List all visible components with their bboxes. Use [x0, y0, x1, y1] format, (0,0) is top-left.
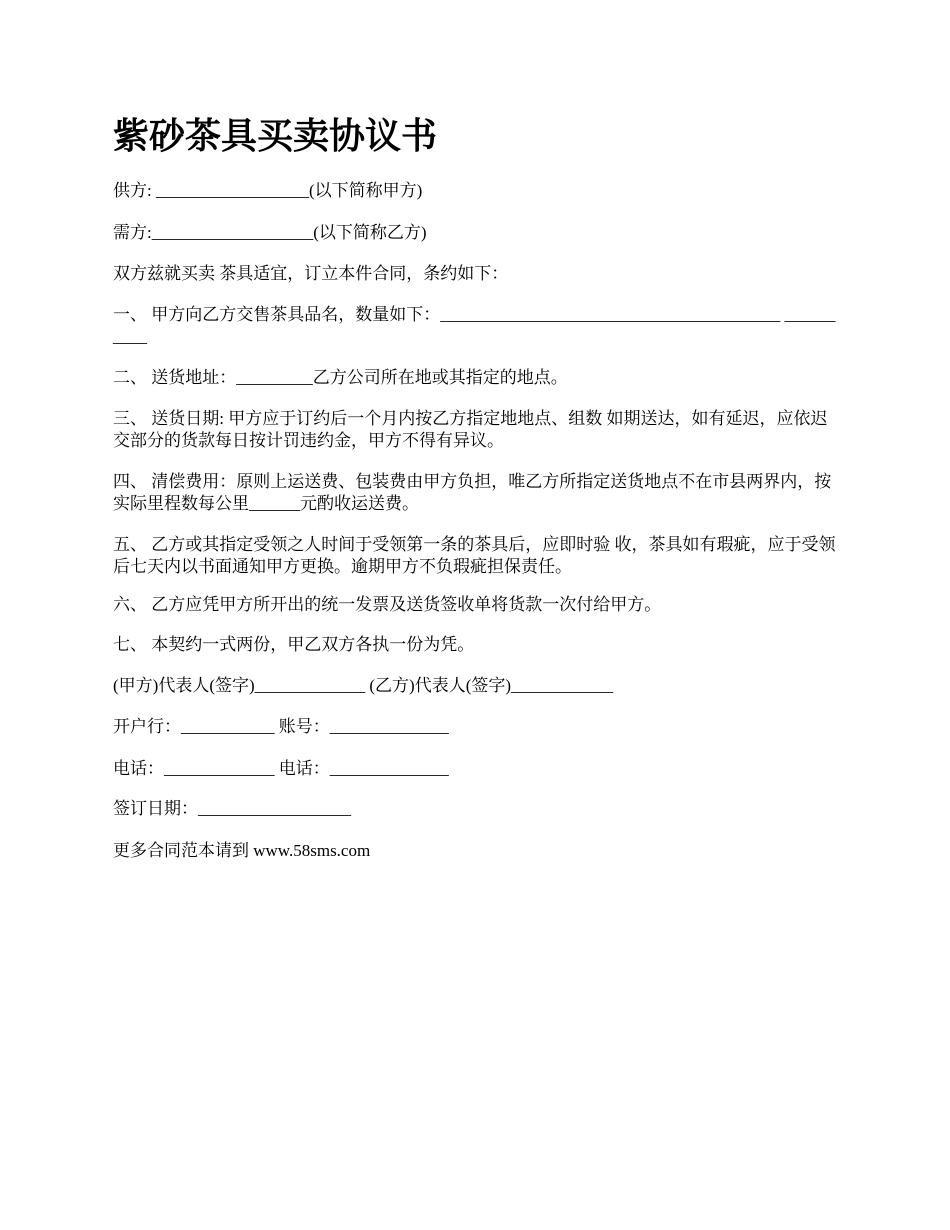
- clause-4: 四、 清偿费用：原则上运送费、包装费由甲方负担，唯乙方所指定送货地点不在市县两界内，按实际里程数每公里______元酌收运送费。: [113, 472, 832, 513]
- buyer-line: 需方:___________________(以下简称乙方): [113, 223, 427, 242]
- bank-account-line: 开户行：___________ 账号：______________: [113, 717, 449, 736]
- intro-paragraph: 双方兹就买卖 茶具适宜，订立本件合同，条约如下：: [113, 264, 509, 283]
- clause-6: 六、 乙方应凭甲方所开出的统一发票及送货签收单将货款一次付给甲方。: [113, 595, 662, 614]
- clause-5: 五、 乙方或其指定受领之人时间于受领第一条的茶具后，应即时验 收，茶具如有瑕疵，应于受领后七天内以书面通知甲方更换。逾期甲方不负瑕疵担保责任。: [113, 535, 836, 576]
- clause-1: 一、 甲方向乙方交售茶具品名，数量如下：________________________________________ __________: [113, 305, 836, 346]
- clause-3: 三、 送货日期: 甲方应于订约后一个月内按乙方指定地地点、组数 如期送达，如有延迟，应依迟交部分的货款每日按计罚违约金，甲方不得有异议。: [113, 409, 828, 450]
- footer-note: 更多合同范本请到 www.58sms.com: [113, 841, 371, 860]
- clause-7: 七、 本契约一式两份，甲乙双方各执一份为凭。: [113, 635, 475, 654]
- representative-signature-line: (甲方)代表人(签字)_____________ (乙方)代表人(签字)____________: [113, 676, 614, 695]
- clause-2: 二、 送货地址：_________乙方公司所在地或其指定的地点。: [113, 368, 568, 387]
- supplier-line: 供方: __________________(以下简称甲方): [113, 181, 423, 200]
- signing-date-line: 签订日期：__________________: [113, 799, 351, 818]
- document-title: 紫砂茶具买卖协议书: [113, 116, 438, 156]
- phone-line: 电话：_____________ 电话：______________: [113, 759, 449, 778]
